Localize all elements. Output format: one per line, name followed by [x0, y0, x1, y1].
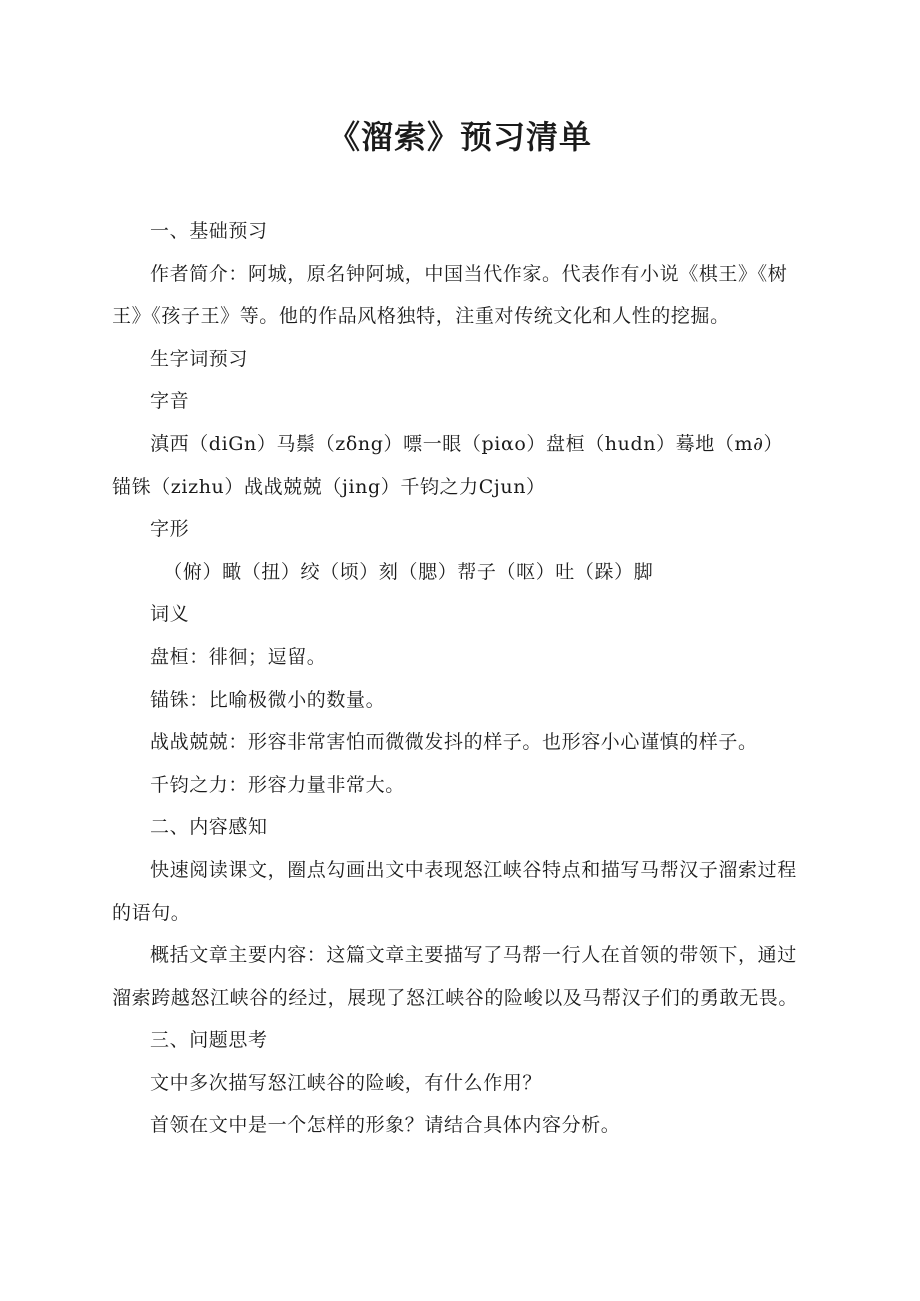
question-item: 文中多次描写怒江峡谷的险峻，有什么作用？: [150, 1071, 543, 1094]
section-heading-questions: 三、问题思考: [150, 1029, 268, 1052]
subheading-character-form: 字形: [150, 518, 190, 541]
character-form-list: （俯）瞰（扭）绞（顷）刻（腮）帮子（呕）吐（跺）脚: [163, 560, 654, 583]
document-body: [112, 210, 802, 1147]
section-heading-basic: 一、基础预习: [150, 220, 268, 242]
content-summary: 概括文章主要内容：这篇文章主要描写了马帮一行人在首领的带领下，通过溜索跨越怒江峡谷的经过，展现了怒江峡谷的险峻以及马帮汉子们的勇敢无畏。: [112, 944, 799, 1009]
meaning-item: 战战兢兢：形容非常害怕而微微发抖的样子。也形容小心谨慎的样子。: [150, 731, 758, 754]
author-intro: 作者简介：阿城，原名钟阿城，中国当代作家。代表作有小说《棋王》《树王》《孩子王》等。他的作品风格独特，注重对传统文化和人性的挖掘。: [112, 262, 788, 328]
pronunciation-list: 滇西（diGn）马鬃（zδng）嘌一眼（piαo）盘桓（hudn）蓦地（m∂）锚铢（zizhu）战战兢兢（jing）千钧之力Cjun）: [112, 432, 784, 498]
meaning-item: 盘桓：徘徊；逗留。: [150, 645, 327, 668]
subheading-meaning: 词义: [150, 603, 190, 626]
section-heading-content: 二、内容感知: [150, 816, 268, 839]
reading-task: 快速阅读课文，圈点勾画出文中表现怒江峡谷特点和描写马帮汉子溜索过程的语句。: [112, 858, 797, 924]
question-item: 首领在文中是一个怎样的形象？请结合具体内容分析。: [150, 1114, 621, 1137]
meaning-item: 锚铢：比喻极微小的数量。: [150, 688, 386, 711]
page-title: 《溜索》预习清单: [327, 118, 592, 156]
meaning-item: 千钧之力：形容力量非常大。: [150, 773, 405, 796]
subheading-pronunciation: 字音: [150, 390, 190, 413]
subheading-new-words: 生字词预习: [150, 347, 249, 370]
